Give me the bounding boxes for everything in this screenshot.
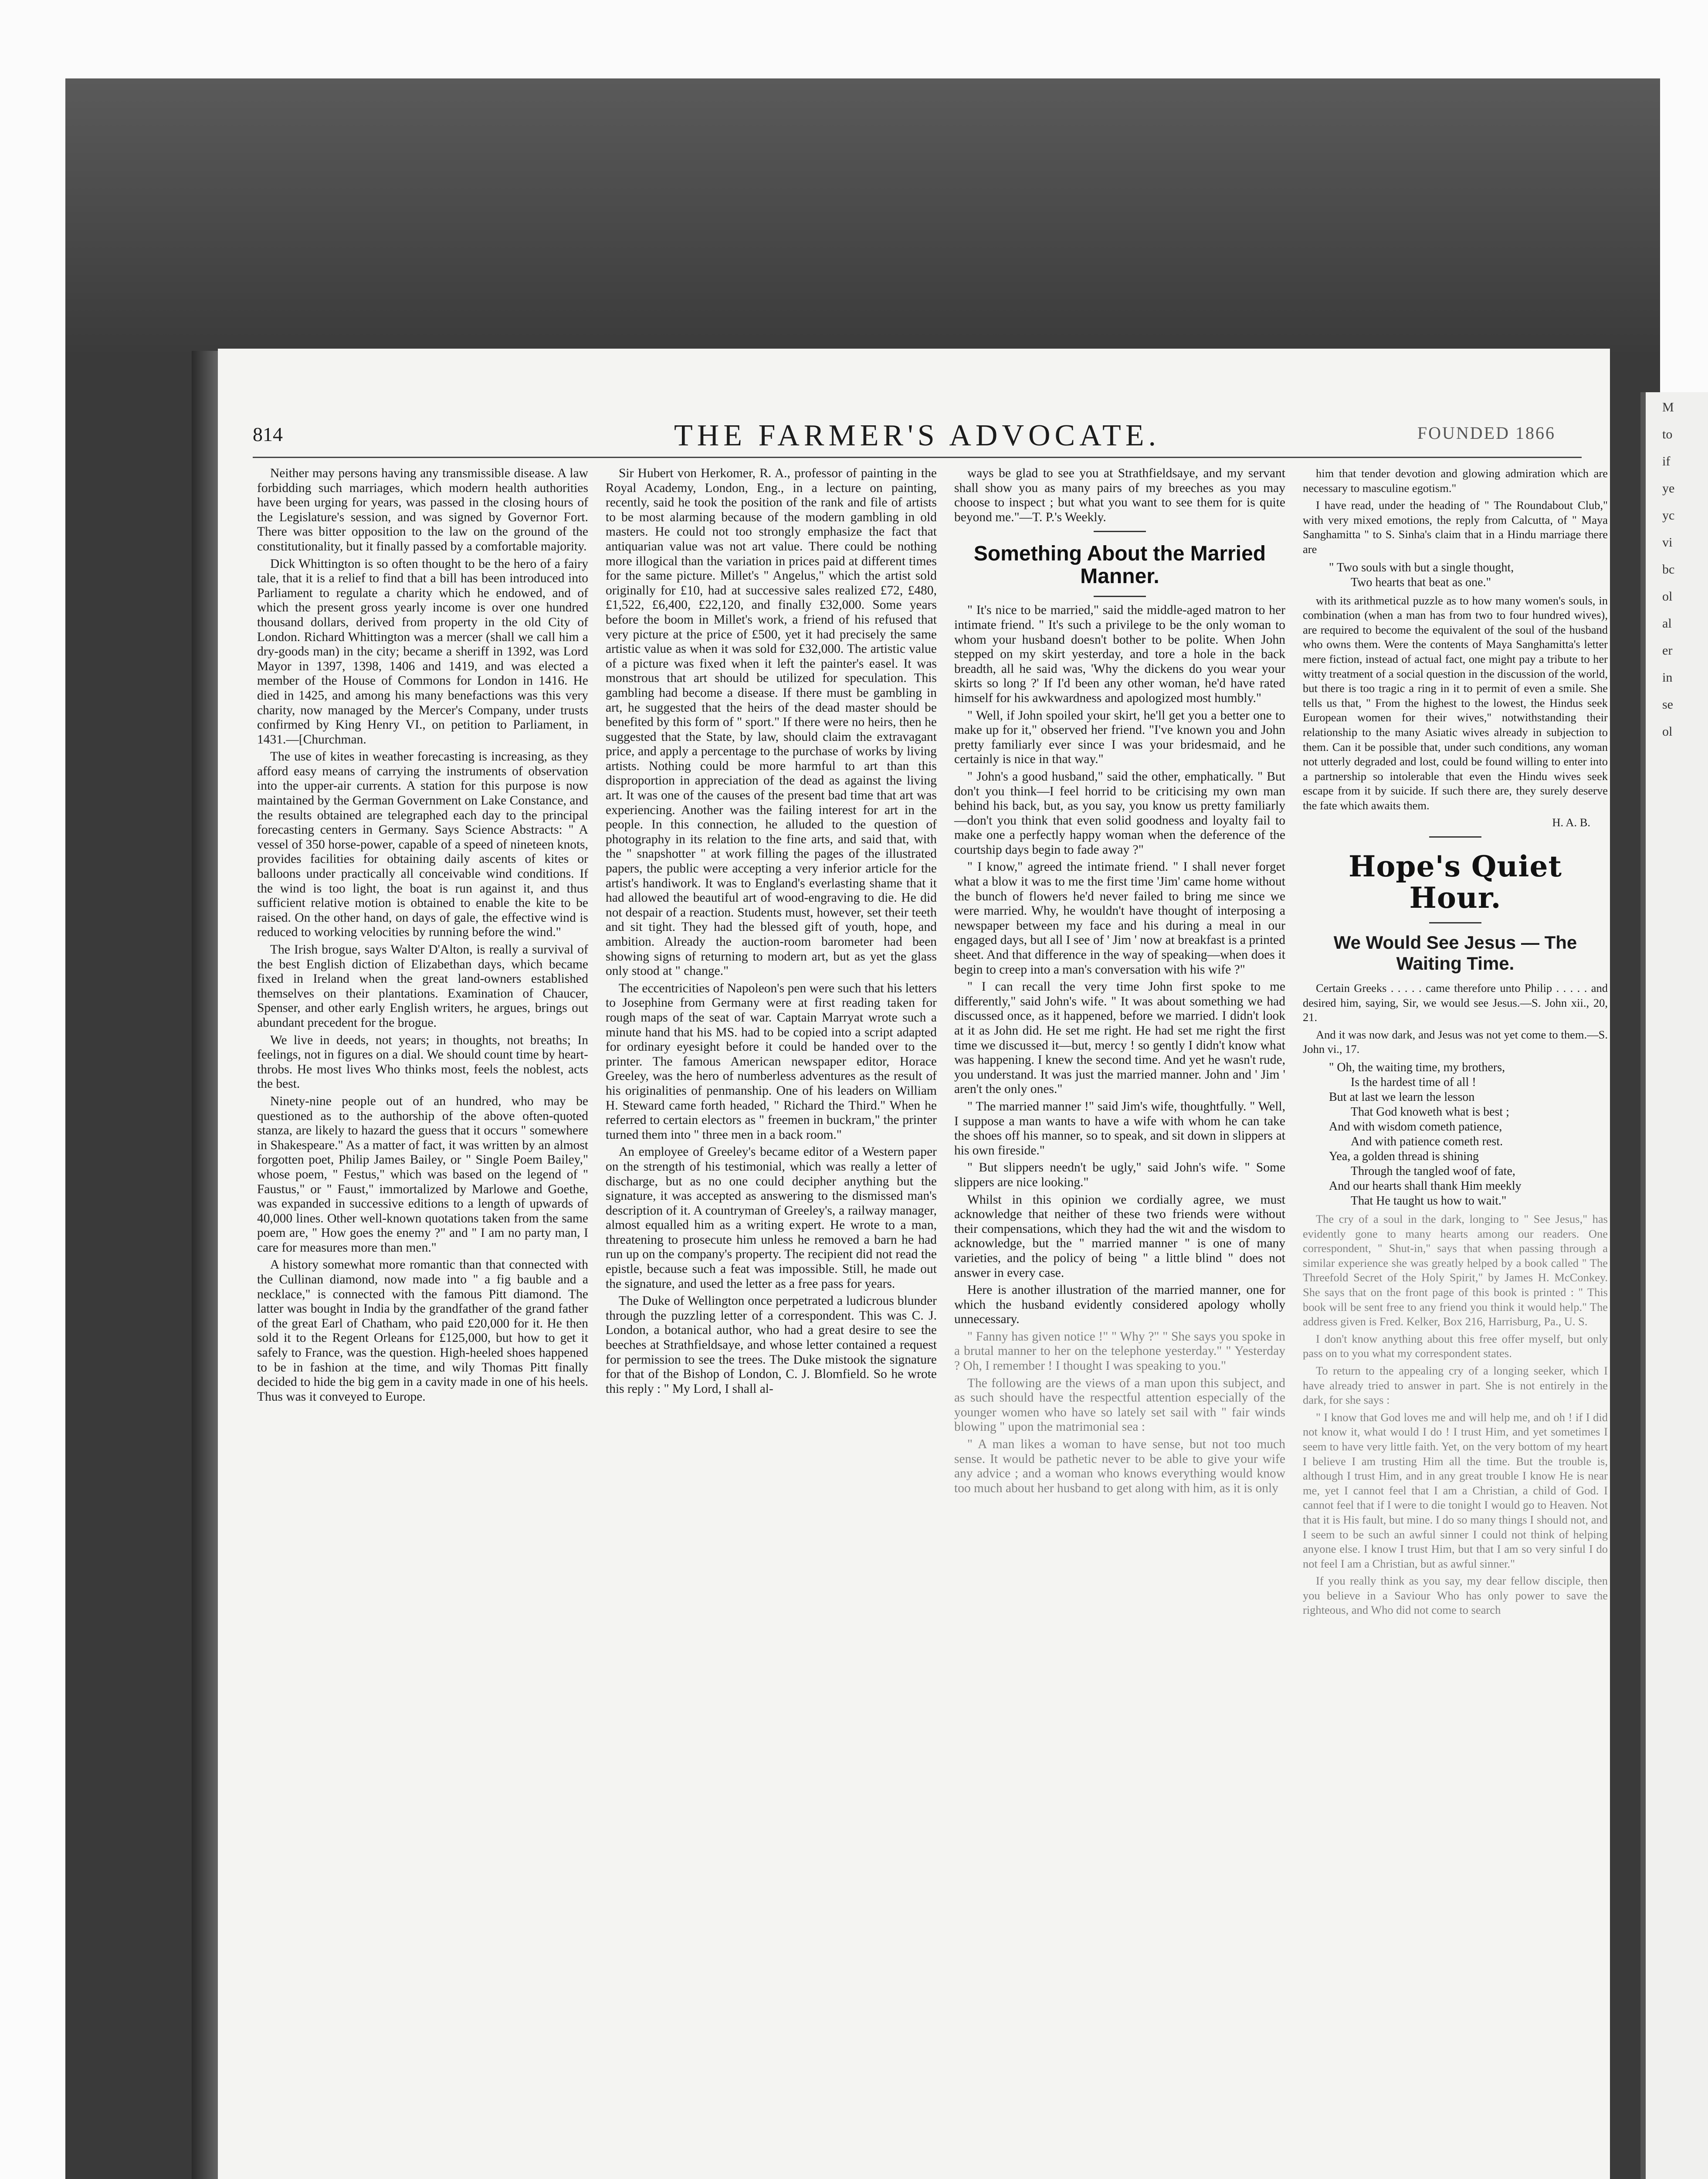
adjacent-page-fragment: if	[1662, 454, 1671, 468]
poem-line: Through the tangled woof of fate,	[1351, 1164, 1515, 1178]
poem-quote	[1329, 560, 1608, 590]
poem-line: And our hearts shall thank Him meekly	[1329, 1179, 1522, 1193]
page-number: 814	[253, 423, 283, 445]
poem-line: Yea, a golden thread is shining	[1329, 1150, 1479, 1164]
hope-heading: Hope's Quiet Hour.	[1349, 849, 1562, 915]
poem-line: " Oh, the waiting time, my brothers,	[1329, 1061, 1505, 1075]
article-paragraph: The eccentricities of Napoleon's pen were such that his letters to Josephine from Germany were at first reading taken for rough maps of the seat of war. Captain Marryat wrote such a minute hand that his MS. had to be copied into a script adapted for ordinary eyesight before it could be handed over to the printer. The famous American newspaper editor, Horace Greeley, was the hero of numberless adventures as the result of his originalities of penmanship. One of his leaders on William H. Steward came forth headed, " Richard the Third." When he referred to certain electors as " freemen in buckram," the printer turned them into " three men in a back room."	[606, 981, 937, 1142]
poem-line: That God knoweth what is best ;	[1351, 1105, 1509, 1119]
article-paragraph: If you really think as you say, my dear fellow disciple, then you believe in a Saviour Who has only power to save the righteous, and Who did not come to search	[1303, 1574, 1608, 1617]
founded-line: FOUNDED 1866	[1417, 423, 1556, 443]
article-paragraph: I don't know anything about this free offer myself, but only pass on to you what my correspondent states.	[1303, 1332, 1608, 1360]
article-paragraph: ways be glad to see you at Strathfieldsaye, and my servant shall show you as many pairs of my breeches as you may choose to inspect ; but what you want to see them for is quite beyond me."—T. P.'s Weekly.	[954, 466, 1285, 524]
adjacent-page-fragment: ol	[1662, 724, 1673, 739]
column-3	[954, 466, 1285, 1498]
column-1	[257, 466, 588, 1407]
article-paragraph: " John's a good husband," said the other, emphatically. " But don't you think—I feel horrid to be criticising my own man behind his back, but, as you say, you know us pretty familiarly—don't you think that even solid goodness and loyalty fail to make one a perfectly happy woman when the deference of the courtship days begin to fade away ?"	[954, 769, 1285, 857]
section-rule	[1429, 836, 1481, 838]
article-paragraph: " It's nice to be married," said the middle-aged matron to her intimate friend. " It's such a privilege to be the only woman to whom your husband doesn't bother to be polite. When John stepped on my skirt yesterday, and tore a hole in the back breadth, all he said was, 'Why the dickens do you wear your skirts so long ?' If I'd been any other woman, he'd have rated himself for his awkwardness and apologized most humbly."	[954, 603, 1285, 705]
article-paragraph: " But slippers needn't be ugly," said John's wife. " Some slippers are nice looking."	[954, 1161, 1285, 1189]
article-paragraph: Ninety-nine people out of an hundred, who may be questioned as to the authorship of the above often-quoted stanza, are likely to hazard the guess that it occurs " somewhere in Shakespeare." As a matter of fact, it was written by an almost forgotten poet, Philip James Bailey, or " Single Poem Bailey," whose poem, " Festus," which was based on the legend of " Faustus," or " Faust," immortalized by Marlowe and Goethe, was expanded in successive editions to a length of upwards of 40,000 lines. Other well-known quotations taken from the same poem are, " How goes the enemy ?" and " I am no party man, I care for measures more than men."	[257, 1094, 588, 1255]
article-paragraph: I have read, under the heading of " The Roundabout Club," with very mixed emotions, the reply from Calcutta, of " Maya Sanghamitta " to S. Sinha's claim that in a Hindu marriage there are	[1303, 499, 1608, 556]
adjacent-page-fragment: bc	[1662, 562, 1675, 577]
adjacent-page-fragment: se	[1662, 697, 1673, 712]
column-4	[1303, 466, 1608, 1620]
article-paragraph: Sir Hubert von Herkomer, R. A., professor of painting in the Royal Academy, London, Eng., in a lecture on painting, recently, said he took the position of the rank and file of artists to be most alarming because of the modern gambling in old masters. He could not too strongly emphasize the fact that antiquarian value was not art value. There could be nothing more illogical than the variation in prices paid at different times for the same picture. Millet's " Angelus," which the artist sold originally for £10, had at successive sales realized £72, £480, £1,522, £6,400, £22,120, and finally £32,000. Some years before the boom in Millet's work, a friend of his refused that very picture at the price of £500, yet it had precisely the same artistic value as when it was sold for £32,000. The artistic value of a picture was fixed when it left the painter's easel. It was monstrous that art should be utilized for speculation. This gambling had become a disease. If there must be gambling in art, he suggested that the heirs of the dead master should be benefited by this form of " sport." If there were no heirs, then he suggested that the State, by law, should claim the extravagant price, and apply a percentage to the purchase of works by living artists. Nothing could be more harmful to art than this disproportion in appreciation of the dead as against the living art. It was one of the causes of the present bad time that art was experiencing. Another was the failing interest for art in the people. In this connection, he alluded to the question of photography in its relation to the fine arts, and said that, with the " snapshotter " at work filling the pages of the illustrated papers, the public were accepting a very inferior article for the artist's handiwork. It was to England's everlasting shame that it had allowed the beautiful art of wood-engraving to die. He did not despair of a reaction. Students must, however, set their teeth and sit tight. They had the blessed gift of youth, hope, and ambition. Already the auction-room barometer had been showing signs of returning to modern art, but as yet the glass only stood at " change."	[606, 466, 937, 978]
article-paragraph: A history somewhat more romantic than that connected with the Cullinan diamond, now made into " a fig bauble and a necklace," is connected with the famous Pitt diamond. The latter was bought in India by the grandfather of the grand father of the great Earl of Chatham, who paid £20,000 for it. He then sold it to the Regent Orleans for £125,000, but how to get it safely to France, was the question. High-heeled shoes happened to be in fashion at the time, and wily Thomas Pitt finally decided to hide the big gem in a cavity made in one of his heels. Thus was it conveyed to Europe.	[257, 1258, 588, 1404]
article-paragraph: " Well, if John spoiled your skirt, he'll get you a better one to make up for it," observed her friend. "I've known you and John pretty familiarly ever since I was your bridesmaid, and he certainly is nice in that way."	[954, 708, 1285, 767]
signature: H. A. B.	[1552, 816, 1590, 829]
poem-line: That He taught us how to wait."	[1351, 1194, 1507, 1208]
article-paragraph: An employee of Greeley's became editor of a Western paper on the strength of his testimonial, which was really a letter of discharge, but as no one could decipher anything but the signature, it was accepted as answering to the dismissed man's description of it. A countryman of Greeley's, a railway manager, almost equalled him as a writing expert. He wrote to a man, threatening to prosecute him unless he removed a barn he had run up on the company's property. The recipient did not read the epistle, because such a feat was impossible. Still, he made out the signature, and used the letter as a free pass for years.	[606, 1145, 937, 1291]
article-paragraph: The cry of a soul in the dark, longing to " See Jesus," has evidently gone to many hearts among our readers. One correspondent, " Shut-in," says that when passing through a similar experience she was greatly helped by a book called " The Threefold Secret of the Holy Spirit," by James H. McConkey. She says that on the front page of this book is printed : " This book will be sent free to any friend you think it would help." The address given is Fred. Kelker, Box 216, Harrisburg, Pa., U. S.	[1303, 1212, 1608, 1328]
adjacent-page-fragment: ye	[1662, 481, 1675, 496]
adjacent-page-fragment: al	[1662, 616, 1672, 631]
section-rule	[1429, 922, 1481, 923]
article-paragraph: The use of kites in weather forecasting is increasing, as they afford easy means of carrying the instruments of observation into the upper-air currents. A station for this purpose is now maintained by the German Government on Lake Constance, and the results obtained are telegraphed each day to the principal forecasting centers in Germany. Says Science Abstracts: " A vessel of 350 horse-power, capable of a speed of nineteen knots, provides facilities for obtaining daily ascents of kites or balloons under practically all conceivable wind conditions. If the wind is too light, the boat is run against it, and thus sufficient relative motion is obtained to enable the kite to be raised. On the other hand, on days of gale, the effective wind is reduced to working velocities by running before the wind."	[257, 750, 588, 940]
article-paragraph: him that tender devotion and glowing admiration which are necessary to masculine egotism."	[1303, 467, 1608, 495]
article-paragraph: " The married manner !" said Jim's wife, thoughtfully. " Well, I suppose a man wants to have a wife with whom he can take the shoes off his manner, so to speak, and sit down in slippers at his own fireside."	[954, 1099, 1285, 1157]
article-paragraph: Dick Whittington is so often thought to be the hero of a fairy tale, that it is a relief to find that a bill has been introduced into Parliament to regulate a charity which he endowed, and of which the present gross yearly income is over one hundred thousand dollars, derived from property in the old City of London. Richard Whittington was a mercer (shall we call him a dry-goods man) in the city; became a sheriff in 1392, was Lord Mayor in 1397, 1398, 1406 and 1419, and was elected a member of the House of Commons for London in 1416. He died in 1425, and among his many benefactions was this very charity, now managed by the Mercer's Company, under trusts confirmed by King Henry VI., on petition to Parliament, in 1431.—[Churchman.	[257, 557, 588, 747]
article-paragraph: The Duke of Wellington once perpetrated a ludicrous blunder through the puzzling letter of a correspondent. This was C. J. London, a botanical author, who had a great desire to see the beeches at Strathfieldsaye, and whose letter contained a request for permission to see the trees. The Duke mistook the signature for that of the Bishop of London, C. J. Blomfield. So he wrote this reply : " My Lord, I shall al-	[606, 1294, 937, 1396]
adjacent-page-fragment: to	[1662, 427, 1673, 441]
poem-line: But at last we learn the lesson	[1329, 1090, 1475, 1104]
page-gutter	[1640, 392, 1646, 2179]
article-paragraph: with its arithmetical puzzle as to how many women's souls, in combination (when a man has from two to four hundred wives), are required to become the equivalent of the soul of the husband who owns them. Were the contents of Maya Sanghamitta's letter mere fiction, instead of actual fact, one might pay a tribute to her witty treatment of a social question in the discussion of the world, but there is too tragic a ring in it to permit of even a smile. She tells us that, " From the highest to the lowest, the Hindus seek European women for their wives," notwithstanding their relationship to the many Asiatic wives already in subjection to them. Can it be possible that, under such conditions, any woman not utterly degraded and lost, could be found willing to enter into a partnership so intolerable that even the Hindu wives seek escape from it by suicide. If such there are, they surely deserve the fate which awaits them.	[1303, 594, 1608, 812]
adjacent-page-edge	[1640, 392, 1708, 2179]
poem-line: And with patience cometh rest.	[1351, 1135, 1503, 1149]
paper-title: THE FARMER'S ADVOCATE.	[674, 419, 1161, 452]
sub-heading: We Would See Jesus — The Waiting Time.	[1333, 932, 1577, 974]
section-rule	[1094, 596, 1146, 597]
section-heading: Something About the Married Manner.	[973, 542, 1266, 588]
adjacent-page-fragment: er	[1662, 643, 1673, 658]
poem-line: Is the hardest time of all !	[1351, 1076, 1476, 1090]
article-paragraph: The following are the views of a man upon this subject, and as such should have the respectful attention especially of the younger women who have so lately set sail with " fair winds blowing " upon the matrimonial sea :	[954, 1376, 1285, 1434]
article-paragraph: Neither may persons having any transmissible disease. A law forbidding such marriages, which modern health authorities have been urging for years, was passed in the closing hours of the Legislature's session, and was signed by Governor Fort. There was bitter opposition to the law on the ground of the constitutionality, but it finally passed by a comfortable majority.	[257, 466, 588, 553]
scripture-quote: Certain Greeks . . . . . came therefore unto Philip . . . . . and desired him, saying, Sir, we would see Jesus.—S. John xii., 20, 21.	[1303, 981, 1608, 1024]
adjacent-page-fragment: ol	[1662, 589, 1673, 604]
scripture-quote: And it was now dark, and Jesus was not yet come to them.—S. John vi., 17.	[1303, 1028, 1608, 1056]
poem-line: " Two souls with but a single thought,	[1329, 560, 1514, 574]
article-paragraph: " I know," agreed the intimate friend. " I shall never forget what a blow it was to me the first time 'Jim' came home without the bunch of flowers he'd never failed to bring me since we were married. Why, he wouldn't have thought of interposing a newspaper between my face and his during a meal in our engaged days, but all I see of ' Jim ' now at breakfast is a printed sheet. And that difference in the way of speaking—when does it begin to creep into a man's conversation with his wife ?"	[954, 860, 1285, 977]
masthead	[253, 418, 1582, 458]
poem-block	[1329, 1060, 1608, 1208]
poem-line: And with wisdom cometh patience,	[1329, 1120, 1502, 1134]
article-paragraph: " I know that God loves me and will help me, and oh ! if I did not know it, what would I do ! I trust Him, and yet sometimes I seem to have very little faith. Yet, on the very bottom of my heart I believe I am trusting Him all the time. But the trouble is, although I trust Him, and in any great trouble I know He is near me, yet I cannot feel that I am a Christian, a child of God. I cannot feel that if I were to die tonight I would go to Heaven. Not that it is His fault, but mine. I do so many things I should not, and I seem to be such an awful sinner I could not think of helping anyone else. I know I trust Him, but that I am so very sinful I do not feel I am a Christian, but as awful sinner."	[1303, 1410, 1608, 1570]
article-paragraph: " Fanny has given notice !" " Why ?" " She says you spoke in a brutal manner to her on the telephone yesterday." " Yesterday ? Oh, I remember ! I thought I was speaking to you."	[954, 1329, 1285, 1373]
poem-line: Two hearts that beat as one."	[1351, 575, 1491, 589]
article-paragraph: Whilst in this opinion we cordially agree, we must acknowledge that neither of these two friends were without their compensations, which they had the wit and the wisdom to acknowledge, but the " married manner " is one of many varieties, and the policy of being " a little blind " does not answer in every case.	[954, 1192, 1285, 1280]
adjacent-page-fragment: yc	[1662, 508, 1675, 523]
article-paragraph: The Irish brogue, says Walter D'Alton, is really a survival of the best English diction of Elizabethan days, which became fixed in Ireland when the great land-owners established themselves on their plantations. Examination of Chaucer, Spenser, and other early English writers, he argues, brings out abundant precedent for the brogue.	[257, 943, 588, 1030]
adjacent-page-fragment: M	[1662, 400, 1674, 414]
adjacent-page-fragment: vi	[1662, 535, 1673, 550]
column-2	[606, 466, 937, 1399]
section-rule	[1094, 531, 1146, 532]
adjacent-page-fragment: in	[1662, 670, 1673, 685]
article-paragraph: Here is another illustration of the married manner, one for which the husband evidently considered apology wholly unnecessary.	[954, 1283, 1285, 1327]
verse-paragraph: We live in deeds, not years; in thoughts, not breaths; In feelings, not in figures on a dial. We should count time by heart-throbs. He most lives Who thinks most, feels the noblest, acts the best.	[257, 1033, 588, 1091]
masthead-rule	[253, 457, 1582, 458]
article-paragraph: " I can recall the very time John first spoke to me differently," said John's wife. " It was about something we had discussed once, as it happened, before we married. I didn't look at it as John did. He set me right. He had set me right the first time we discussed it—but, mercy ! so gently I didn't know what was happening. I knew the second time. And yet he wasn't rude, you understand. It was just the married manner. John and ' Jim ' aren't the only ones."	[954, 980, 1285, 1096]
article-paragraph: To return to the appealing cry of a longing seeker, which I have already tried to answer in part. She is not entirely in the dark, for she says :	[1303, 1364, 1608, 1407]
article-paragraph: " A man likes a woman to have sense, but not too much sense. It would be pathetic never to be able to give your wife any advice ; and a woman who knows everything would know too much about her husband to get along with him, as it is only	[954, 1437, 1285, 1495]
